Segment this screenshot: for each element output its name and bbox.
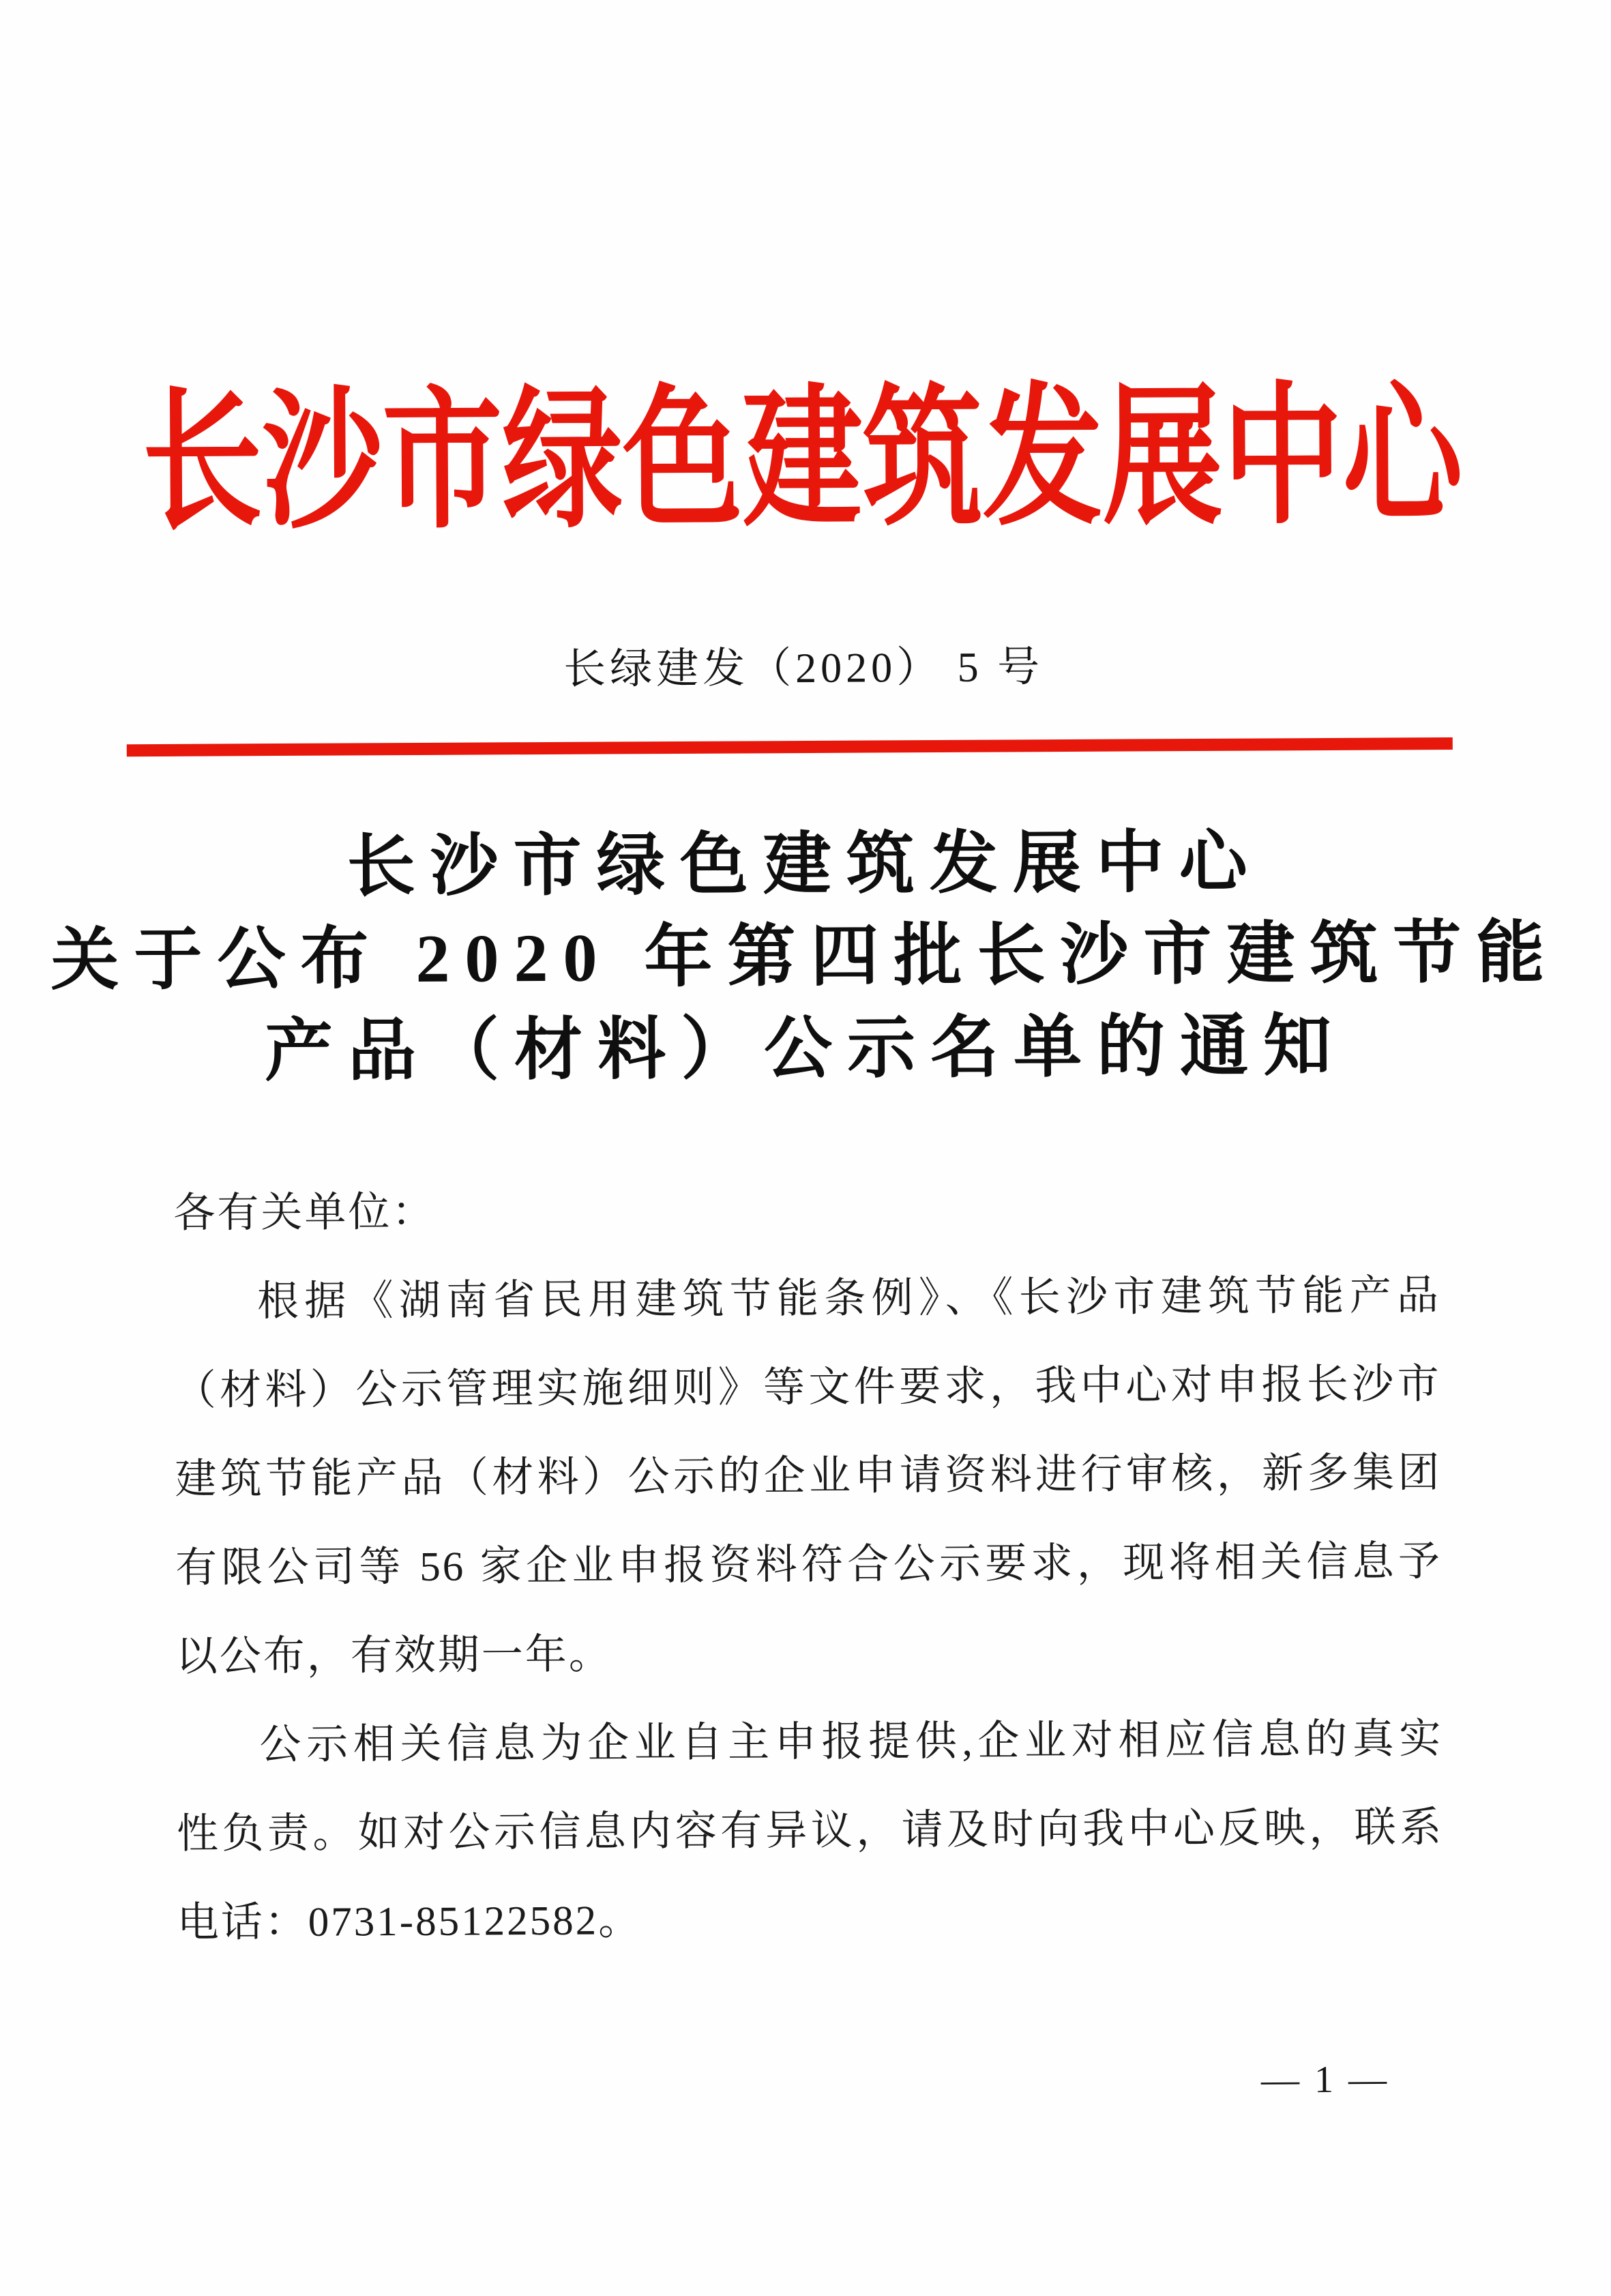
body-line: （材料）公示管理实施细则》等文件要求，我中心对申报长沙市 (174, 1362, 1441, 1414)
body-line: 有限公司等 56 家企业申报资料符合公示要求，现将相关信息予 (175, 1539, 1443, 1591)
document-number: 长绿建发（2020） 5 号 (563, 644, 1044, 693)
letterhead-red-rule (127, 737, 1453, 756)
document-title-line-2: 关于公布 2020 年第四批长沙市建筑节能 (50, 915, 1560, 999)
document-title (0, 814, 1611, 1099)
document-title-line-3: 产品（材料）公示名单的通知 (264, 1007, 1347, 1090)
document-body (173, 1163, 1444, 1968)
salutation: 各有关单位： (173, 1189, 436, 1237)
letterhead-agency-title: 长沙市绿色建筑发展中心 (141, 372, 1464, 549)
body-line: 建筑节能产品（材料）公示的企业申请资料进行审核，新多集团 (175, 1450, 1442, 1503)
document-title-line-1: 长沙市绿色建筑发展中心 (346, 824, 1262, 905)
body-line: 性负责。如对公示信息内容有异议，请及时向我中心反映，联系 (176, 1805, 1444, 1857)
body-line: 公示相关信息为企业自主申报提供,企业对相应信息的真实 (259, 1716, 1443, 1769)
body-line: 根据《湖南省民用建筑节能条例》、《长沙市建筑节能产品 (256, 1273, 1441, 1325)
page-number: — 1 — (1260, 2058, 1390, 2102)
body-line: 电话：0731-85122582。 (177, 1898, 642, 1946)
body-line: 以公布，有效期一年。 (175, 1632, 612, 1680)
